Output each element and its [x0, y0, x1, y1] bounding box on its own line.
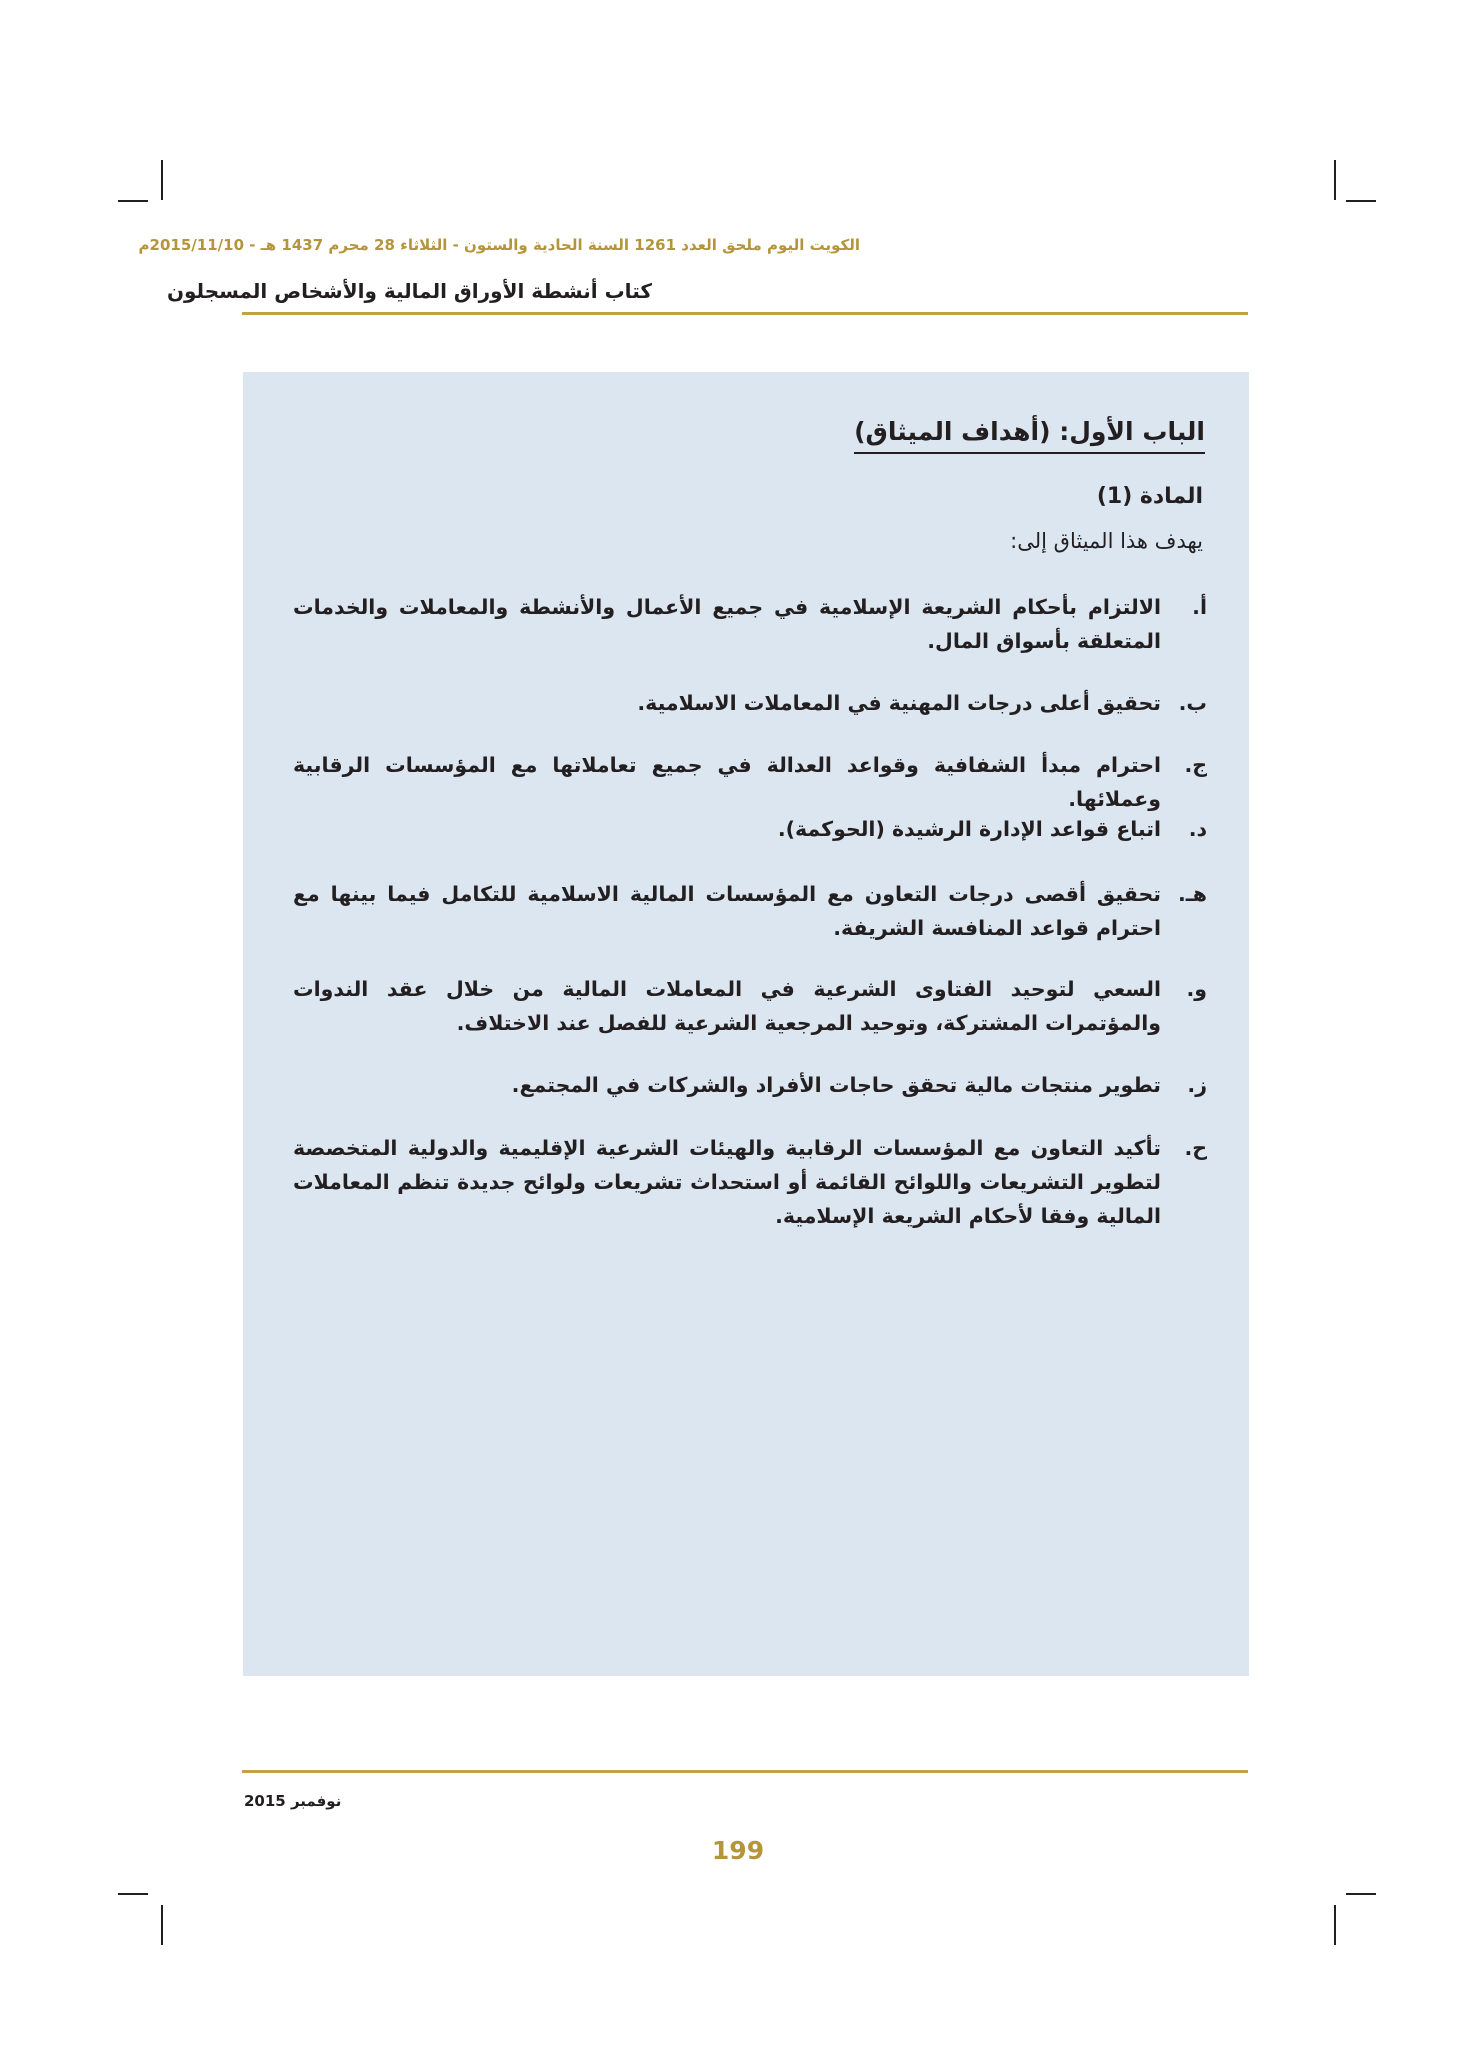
list-item-marker: و. — [1186, 977, 1207, 1001]
list-item-marker: ح. — [1184, 1136, 1207, 1160]
list-item-marker: ج. — [1184, 753, 1207, 777]
crop-mark-bottom-left-vertical — [161, 1905, 163, 1945]
footer-date: نوفمبر 2015 — [244, 1792, 342, 1810]
content-panel — [243, 372, 1249, 1676]
list-item — [293, 686, 1207, 720]
book-title: كتاب أنشطة الأوراق المالية والأشخاص المسجلون — [166, 279, 652, 303]
crop-mark-bottom-right-horizontal — [1346, 1893, 1376, 1895]
list-item — [293, 1131, 1207, 1233]
list-item-text: اتباع قواعد الإدارة الرشيدة (الحوكمة). — [777, 817, 1161, 841]
gazette-header-line: الكويت اليوم ملحق العدد 1261 السنة الحادية والستون - الثلاثاء 28 محرم 1437 هـ - 2015/11/10م — [138, 236, 860, 254]
footer-divider — [242, 1770, 1248, 1773]
list-item-text: احترام مبدأ الشفافية وقواعد العدالة في جميع تعاملاتها مع المؤسسات الرقابية وعملائها. — [293, 753, 1161, 811]
crop-mark-top-right-vertical — [1334, 160, 1336, 200]
list-item-text: تطوير منتجات مالية تحقق حاجات الأفراد والشركات في المجتمع. — [511, 1073, 1161, 1097]
crop-mark-top-left-vertical — [161, 160, 163, 200]
list-item-text: تأكيد التعاون مع المؤسسات الرقابية والهيئات الشرعية الإقليمية والدولية المتخصصة لتطوير التشريعات واللوائح القائمة أو استحداث تشريعات ولوائح جديدة تنظم المعاملات المالية وفقا لأحكام الشريعة الإسلامية. — [293, 1136, 1161, 1228]
crop-mark-bottom-left-horizontal — [118, 1893, 148, 1895]
chapter-title: الباب الأول: (أهداف الميثاق) — [854, 417, 1205, 454]
list-item-marker: ز. — [1187, 1073, 1207, 1097]
header-divider — [242, 312, 1248, 315]
intro-text: يهدف هذا الميثاق إلى: — [1010, 529, 1203, 553]
list-item-marker: ب. — [1178, 691, 1207, 715]
crop-mark-bottom-right-vertical — [1334, 1905, 1336, 1945]
article-title: المادة (1) — [1096, 484, 1203, 509]
crop-mark-top-left-horizontal — [118, 200, 148, 202]
list-item-text: السعي لتوحيد الفتاوى الشرعية في المعاملات المالية من خلال عقد الندوات والمؤتمرات المشتركة، وتوحيد المرجعية الشرعية للفصل عند الاختلاف. — [293, 977, 1161, 1035]
list-item-marker: هـ. — [1177, 882, 1207, 906]
list-item — [293, 877, 1207, 945]
list-item-text: الالتزام بأحكام الشريعة الإسلامية في جميع الأعمال والأنشطة والمعاملات والخدمات المتعلقة بأسواق المال. — [293, 595, 1161, 653]
list-item-text: تحقيق أعلى درجات المهنية في المعاملات الاسلامية. — [637, 691, 1161, 715]
list-item — [293, 812, 1207, 846]
crop-mark-top-right-horizontal — [1346, 200, 1376, 202]
list-item-marker: د. — [1188, 817, 1207, 841]
list-item — [293, 972, 1207, 1040]
page-number: 199 — [711, 1836, 765, 1865]
list-item-marker: أ. — [1192, 595, 1207, 619]
list-item-text: تحقيق أقصى درجات التعاون مع المؤسسات المالية الاسلامية للتكامل فيما بينها مع احترام قواعد المنافسة الشريفة. — [293, 882, 1161, 940]
list-item — [293, 1068, 1207, 1102]
list-item — [293, 748, 1207, 816]
list-item — [293, 590, 1207, 658]
